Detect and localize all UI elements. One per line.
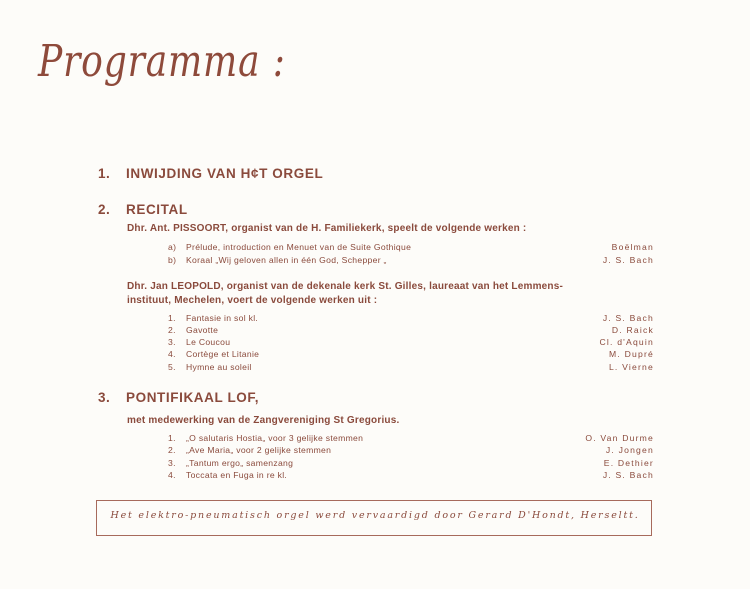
item-number: 1. xyxy=(168,433,176,443)
item-number: 2. xyxy=(168,325,176,335)
list-item xyxy=(168,336,654,348)
item-number: 3. xyxy=(168,337,176,347)
item-composer: D. Raick xyxy=(611,325,654,335)
item-composer: E. Dethier xyxy=(603,458,654,468)
item-number: 5. xyxy=(168,362,176,372)
section-3-number: 3. xyxy=(98,390,111,405)
item-composer: M. Dupré xyxy=(609,349,654,359)
item-composer: Boëlman xyxy=(611,242,654,252)
section-3-heading: PONTIFIKAAL LOF, xyxy=(126,390,260,405)
list-item xyxy=(168,361,654,373)
page-title: Programma : xyxy=(38,36,286,87)
item-number: 4. xyxy=(168,349,176,359)
list-item xyxy=(168,254,654,266)
item-title: „Tantum ergo„ samenzang xyxy=(186,458,294,468)
item-composer: J. S. Bach xyxy=(602,255,654,265)
item-number: a) xyxy=(168,242,177,252)
section-1-heading: INWIJDING VAN H¢T ORGEL xyxy=(126,166,324,181)
item-number: 2. xyxy=(168,445,176,455)
performer-1-description: Dhr. Ant. PISSOORT, organist van de H. Familiekerk, speelt de volgende werken : xyxy=(127,223,527,234)
section-2-number: 2. xyxy=(98,202,111,217)
item-title: Fantasie in sol kl. xyxy=(186,313,259,323)
item-composer: J. S. Bach xyxy=(602,470,654,480)
performer-2-description-line-2: instituut, Mechelen, voert de volgende werken uit : xyxy=(127,295,378,306)
item-title: Cortège et Litanie xyxy=(186,349,260,359)
list-item xyxy=(168,432,654,444)
section-3-description: met medewerking van de Zangvereniging St Gregorius. xyxy=(127,415,400,426)
list-item xyxy=(168,457,654,469)
footer-note: Het elektro-pneumatisch orgel werd vervaardigd door Gerard D'Hondt, Herseltt. xyxy=(110,510,640,521)
item-title: Koraal „Wij geloven allen in één God, Schepper „ xyxy=(186,255,387,265)
item-composer: L. Vierne xyxy=(608,362,654,372)
list-item xyxy=(168,444,654,456)
item-number: 4. xyxy=(168,470,176,480)
item-number: 3. xyxy=(168,458,176,468)
list-item xyxy=(168,312,654,324)
list-item xyxy=(168,324,654,336)
section-2-heading: RECITAL xyxy=(126,202,188,217)
item-title: Prélude, introduction en Menuet van de Suite Gothique xyxy=(186,242,412,252)
list-item xyxy=(168,241,654,253)
list-item xyxy=(168,469,654,481)
item-number: 1. xyxy=(168,313,176,323)
item-composer: O. Van Durme xyxy=(585,433,654,443)
item-number: b) xyxy=(168,255,177,265)
footer-note-box xyxy=(96,500,652,536)
section-1-number: 1. xyxy=(98,166,111,181)
list-item xyxy=(168,348,654,360)
item-composer: Cl. d'Aquin xyxy=(599,337,654,347)
item-title: Hymne au soleil xyxy=(186,362,252,372)
item-title: Gavotte xyxy=(186,325,219,335)
item-composer: J. Jongen xyxy=(605,445,654,455)
item-composer: J. S. Bach xyxy=(602,313,654,323)
item-title: „Ave Maria„ voor 2 gelijke stemmen xyxy=(186,445,332,455)
performer-2-description-line-1: Dhr. Jan LEOPOLD, organist van de dekenale kerk St. Gilles, laureaat van het Lemmens- xyxy=(127,281,564,292)
item-title: Toccata en Fuga in re kl. xyxy=(186,470,288,480)
item-title: „O salutaris Hostia„ voor 3 gelijke stemmen xyxy=(186,433,364,443)
item-title: Le Coucou xyxy=(186,337,231,347)
